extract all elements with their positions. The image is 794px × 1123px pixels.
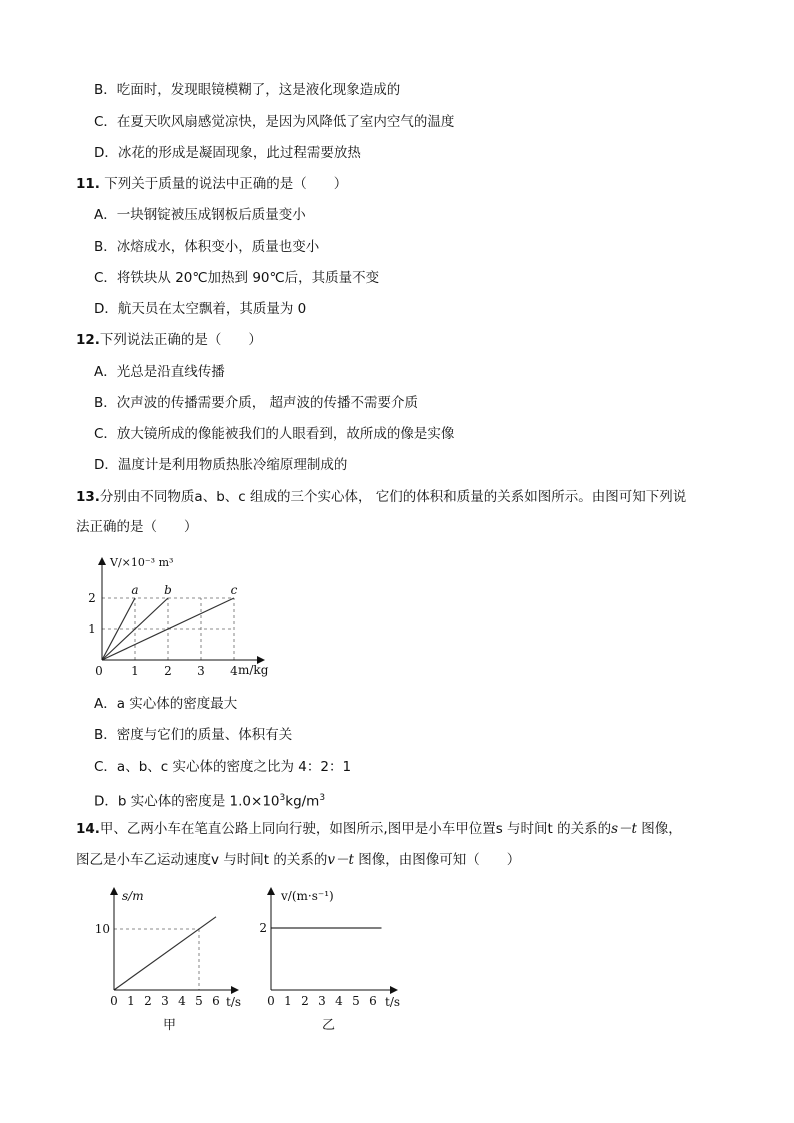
- question-stem: 图乙是小车乙运动速度v 与时间t 的关系的: [76, 852, 328, 868]
- x-tick-label: 1: [127, 994, 135, 1008]
- x-axis-label: m/kg: [238, 663, 269, 677]
- question-stem: 下列关于质量的说法中正确的是（ ）: [99, 176, 348, 192]
- question-number: 12.: [76, 332, 100, 348]
- series-label-a: a: [131, 583, 139, 597]
- x-tick-label: 2: [301, 994, 309, 1008]
- x-tick-label: 3: [197, 664, 205, 678]
- q13-volume-mass-chart: [88, 550, 298, 685]
- x-tick-label: 2: [164, 664, 172, 678]
- option-d-text: D．b 实心体的密度是 1.0×10: [94, 793, 280, 810]
- question-11: [76, 174, 347, 194]
- x-tick-label: 0: [267, 994, 275, 1008]
- question-stem-tail: 图像，由图像可知（ ）: [353, 852, 521, 868]
- x-tick-label: 6: [369, 994, 377, 1008]
- chart-caption: 乙: [322, 1018, 336, 1033]
- q13-option-a: A．a 实心体的密度最大: [94, 696, 238, 712]
- question-stem-tail: 图像，: [636, 821, 682, 837]
- math-expression: v－t: [327, 852, 354, 868]
- q12-option-d: D．温度计是利用物质热胀冷缩原理制成的: [94, 457, 348, 473]
- question-12: [76, 330, 262, 350]
- q11-option-d: D．航天员在太空飘着，其质量为 0: [94, 301, 307, 317]
- question-13: [76, 487, 686, 507]
- question-number: 14.: [76, 821, 100, 837]
- series-label-b: b: [164, 583, 172, 597]
- x-tick-label: 5: [195, 994, 203, 1008]
- x-tick-label: 3: [318, 994, 326, 1008]
- x-tick-label: 0: [110, 994, 118, 1008]
- x-tick-label: 3: [161, 994, 169, 1008]
- unit-text: kg/m: [285, 793, 320, 810]
- exponent: 3: [319, 793, 326, 803]
- x-tick-label: 4: [230, 664, 238, 678]
- x-tick-label: 6: [212, 994, 220, 1008]
- y-tick-label: 1: [88, 622, 96, 636]
- math-expression: s－t: [611, 821, 637, 837]
- q13-option-d: [94, 788, 325, 812]
- y-tick-label: 10: [94, 922, 110, 936]
- q14-chart-jia: [90, 882, 250, 1037]
- x-tick-label: 5: [352, 994, 360, 1008]
- question-stem: 分别由不同物质a、b、c 组成的三个实心体， 它们的体积和质量的关系如图所示。由图可知下列说: [99, 489, 687, 505]
- x-tick-label: 0: [95, 664, 103, 678]
- x-axis-label: t/s: [385, 995, 401, 1009]
- y-axis-label: V/×10⁻³ m³: [110, 556, 174, 569]
- q11-option-c: C．将铁块从 20℃加热到 90℃后，其质量不变: [94, 270, 380, 286]
- x-tick-label: 1: [131, 664, 139, 678]
- y-axis-label: s/m: [122, 889, 144, 903]
- q14-chart-yi: [255, 882, 415, 1037]
- y-axis-label: v/(m·s⁻¹): [281, 889, 334, 903]
- option-d-prev: D．冰花的形成是凝固现象，此过程需要放热: [94, 145, 361, 161]
- series-line: [114, 917, 216, 990]
- q12-option-b: B．次声波的传播需要介质， 超声波的传播不需要介质: [94, 395, 419, 411]
- q12-option-a: A．光总是沿直线传播: [94, 364, 225, 380]
- question-stem: 下列说法正确的是（ ）: [99, 332, 262, 348]
- q11-option-b: B．冰熔成水，体积变小，质量也变小: [94, 239, 320, 255]
- series-line-a: [102, 598, 135, 660]
- exponent: 3: [279, 793, 286, 803]
- q12-option-c: C．放大镜所成的像能被我们的人眼看到，故所成的像是实像: [94, 426, 455, 442]
- question-13-stem-line2: 法正确的是（ ）: [76, 519, 198, 535]
- option-c-prev: C．在夏天吹风扇感觉凉快，是因为风降低了室内空气的温度: [94, 114, 455, 130]
- x-tick-label: 4: [178, 994, 186, 1008]
- question-number: 13.: [76, 489, 100, 505]
- x-tick-label: 4: [335, 994, 343, 1008]
- x-tick-label: 1: [284, 994, 292, 1008]
- y-tick-label: 2: [259, 921, 267, 935]
- question-14-stem-line2: [76, 850, 520, 870]
- option-b-prev: B．吃面时，发现眼镜模糊了，这是液化现象造成的: [94, 82, 401, 98]
- question-number: 11.: [76, 176, 100, 192]
- series-label-c: c: [230, 583, 238, 597]
- x-axis-label: t/s: [226, 995, 242, 1009]
- q13-option-c: C．a、b、c 实心体的密度之比为 4：2：1: [94, 759, 352, 775]
- q13-option-b: B．密度与它们的质量、体积有关: [94, 727, 293, 743]
- chart-caption: 甲: [163, 1018, 177, 1033]
- question-stem: 甲、乙两小车在笔直公路上同向行驶，如图所示,图甲是小车甲位置s 与时间t 的关系的: [99, 821, 612, 837]
- x-tick-label: 2: [144, 994, 152, 1008]
- q11-option-a: A．一块钢锭被压成钢板后质量变小: [94, 207, 306, 223]
- y-tick-label: 2: [88, 591, 96, 605]
- question-14: [76, 819, 682, 839]
